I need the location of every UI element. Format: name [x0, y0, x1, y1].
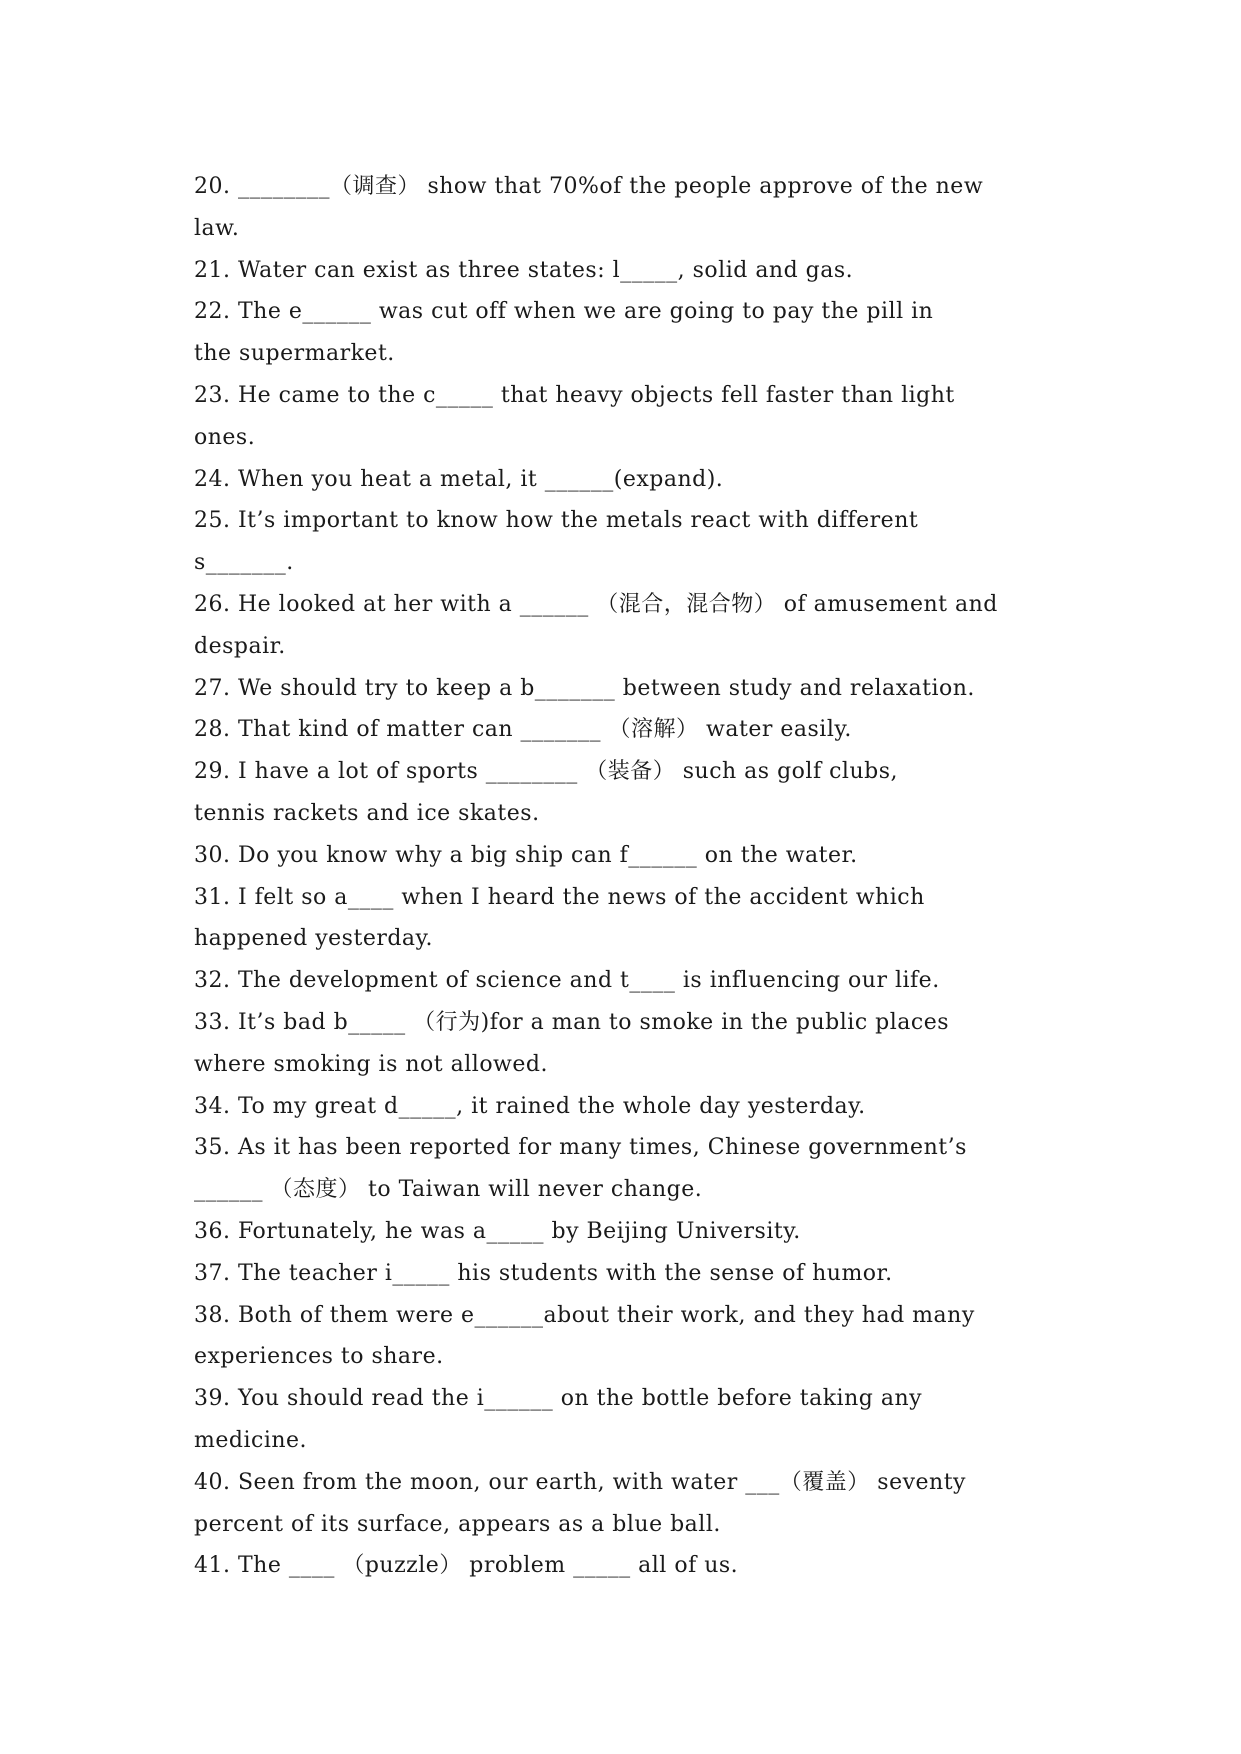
text-line-q39: 39. You should read the i______ on the bottle before taking any: [194, 1386, 923, 1412]
text-line-q31-cont: happened yesterday.: [194, 926, 434, 952]
text-line-q38: 38. Both of them were e______about their work, and they had many: [194, 1302, 975, 1328]
text-line-q29: 29. I have a lot of sports ________ （装备） such as golf clubs,: [194, 759, 898, 785]
text-line-q21: 21. Water can exist as three states: l_____, solid and gas.: [194, 257, 854, 283]
text-line-q20: 20. ________（调查） show that 70%of the people approve of the new: [194, 174, 984, 199]
text-line-q41: 41. The ____ （puzzle） problem _____ all of us.: [194, 1553, 739, 1579]
text-line-q36: 36. Fortunately, he was a_____ by Beijing University.: [194, 1218, 801, 1244]
text-line-q39-cont: medicine.: [194, 1427, 308, 1453]
text-line-q30: 30. Do you know why a big ship can f______ on the water.: [194, 842, 858, 868]
text-line-q33-cont: where smoking is not allowed.: [194, 1051, 548, 1077]
text-line-q28: 28. That kind of matter can _______ （溶解） water easily.: [194, 717, 852, 743]
text-line-q27: 27. We should try to keep a b_______ between study and relaxation.: [194, 675, 975, 701]
exercise-text: [194, 166, 1054, 1587]
text-line-q32: 32. The development of science and t____ is influencing our life.: [194, 968, 940, 994]
text-line-q40-cont: percent of its surface, appears as a blue ball.: [194, 1511, 721, 1537]
text-line-q26-cont: despair.: [194, 633, 286, 659]
text-line-q23: 23. He came to the c_____ that heavy objects fell faster than light: [194, 382, 955, 408]
text-line-q35: 35. As it has been reported for many times, Chinese government’s: [194, 1135, 967, 1161]
text-line-q38-cont: experiences to share.: [194, 1344, 444, 1370]
text-line-q24: 24. When you heat a metal, it ______(expand).: [194, 466, 724, 492]
text-line-q20-cont: law.: [194, 215, 240, 241]
text-line-q22: 22. The e______ was cut off when we are going to pay the pill in: [194, 299, 934, 325]
text-line-q34: 34. To my great d_____, it rained the whole day yesterday.: [194, 1093, 866, 1119]
text-line-q23-cont: ones.: [194, 424, 256, 450]
text-line-q31: 31. I felt so a____ when I heard the news of the accident which: [194, 884, 925, 910]
text-line-q26: 26. He looked at her with a ______ （混合，混合物） of amusement and: [194, 591, 998, 617]
text-line-q33: 33. It’s bad b_____ （行为)for a man to smoke in the public places: [194, 1009, 949, 1035]
text-line-q37: 37. The teacher i_____ his students with the sense of humor.: [194, 1260, 893, 1286]
text-line-q25-cont: s_______.: [194, 550, 294, 576]
text-line-q29-cont: tennis rackets and ice skates.: [194, 800, 540, 826]
text-line-q25: 25. It’s important to know how the metals react with different: [194, 508, 919, 534]
text-line-q22-cont: the supermarket.: [194, 341, 395, 367]
text-line-q35-cont: ______ （态度） to Taiwan will never change.: [194, 1177, 703, 1203]
text-line-q40: 40. Seen from the moon, our earth, with water ___（覆盖） seventy: [194, 1469, 966, 1495]
